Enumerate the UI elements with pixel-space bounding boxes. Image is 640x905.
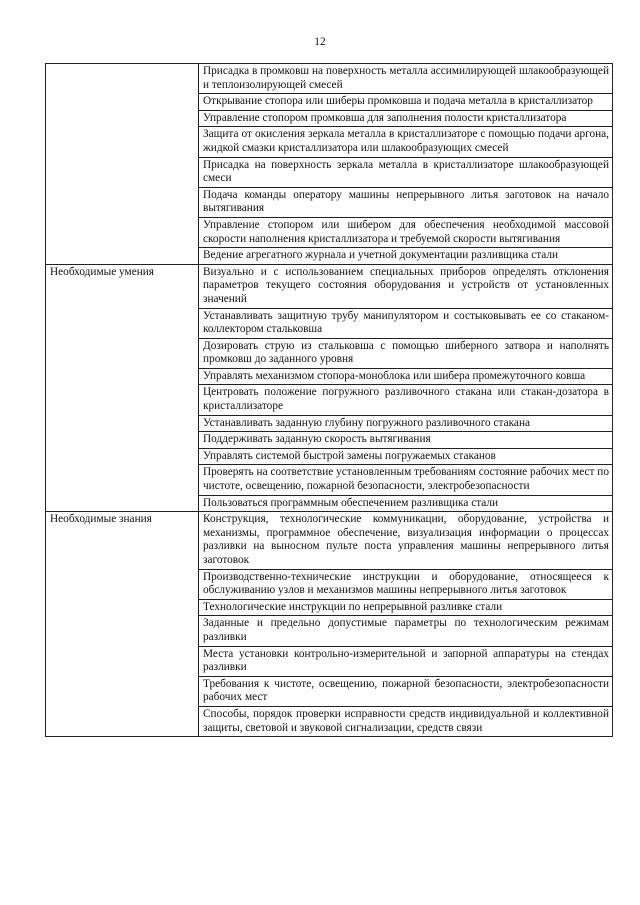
labor-action-item: Открывание стопора или шиберы промковша и подача металла в кристаллизатор	[199, 94, 613, 111]
skill-item: Устанавливать заданную глубину погружного разливочного стакана	[199, 415, 613, 432]
page-number: 12	[314, 36, 326, 48]
section-label-knowledge: Необходимые знания	[46, 512, 199, 737]
knowledge-item: Конструкция, технологические коммуникации, оборудование, устройства и механизмы, программное обеспечение, визуализация информации о процессах разливки на выносном пульте поста управления машины непрерывного литья заготовок	[199, 512, 613, 569]
section-label-empty	[46, 64, 199, 265]
labor-action-item: Управление стопором промковша для заполнения полости кристаллизатора	[199, 110, 613, 127]
skill-item: Дозировать струю из стальковша с помощью шиберного затвора и наполнять промковш до заданного уровня	[199, 338, 613, 368]
skill-item: Поддерживать заданную скорость вытягивания	[199, 432, 613, 449]
labor-action-item: Подача команды оператору машины непрерывного литья заготовок на начало вытягивания	[199, 187, 613, 217]
labor-action-item: Ведение агрегатного журнала и учетной документации разливщика стали	[199, 248, 613, 265]
table-row	[46, 512, 613, 569]
table-row	[46, 264, 613, 308]
knowledge-item: Способы, порядок проверки исправности средств индивидуальной и коллективной защиты, световой и звуковой сигнализации, средств связи	[199, 706, 613, 736]
skill-item: Устанавливать защитную трубу манипулятором и состыковывать ее со стаканом-коллектором стальковша	[199, 308, 613, 338]
knowledge-item: Требования к чистоте, освещению, пожарной безопасности, электробезопасности рабочих мест	[199, 676, 613, 706]
knowledge-item: Места установки контрольно-измерительной и запорной аппаратуры на стендах разливки	[199, 646, 613, 676]
labor-action-item: Присадка на поверхность зеркала металла в кристаллизаторе шлакообразующей смеси	[199, 157, 613, 187]
skill-item: Управлять системой быстрой замены погружаемых стаканов	[199, 448, 613, 465]
section-label-skills: Необходимые умения	[46, 264, 199, 512]
labor-action-item: Присадка в промковш на поверхность металла ассимилирующей шлакообразующей и теплоизолирующей смесей	[199, 64, 613, 94]
knowledge-item: Производственно-технические инструкции и оборудование, относящееся к обслуживанию узлов и механизмов машины непрерывного литья заготовок	[199, 569, 613, 599]
knowledge-item: Заданные и предельно допустимые параметры по технологическим режимам разливки	[199, 616, 613, 646]
skill-item: Визуально и с использованием специальных приборов определять отклонения параметров текущего состояния оборудования и устройств от установленных значений	[199, 264, 613, 308]
competency-table	[45, 63, 613, 737]
skill-item: Управлять механизмом стопора-моноблока или шибера промежуточного ковша	[199, 368, 613, 385]
skill-item: Центровать положение погружного разливочного стакана или стакан-дозатора в кристаллизаторе	[199, 385, 613, 415]
labor-action-item: Управление стопором или шибером для обеспечения необходимой массовой скорости наполнения кристаллизатора и требуемой скорости вытягивания	[199, 217, 613, 247]
skill-item: Проверять на соответствие установленным требованиям состояние рабочих мест по чистоте, освещению, пожарной безопасности, электробезопасности	[199, 465, 613, 495]
skill-item: Пользоваться программным обеспечением разливщика стали	[199, 495, 613, 512]
table-row	[46, 64, 613, 94]
labor-action-item: Защита от окисления зеркала металла в кристаллизаторе с помощью подачи аргона, жидкой смазки кристаллизатора или шлакообразующих смесей	[199, 127, 613, 157]
knowledge-item: Технологические инструкции по непрерывной разливке стали	[199, 599, 613, 616]
